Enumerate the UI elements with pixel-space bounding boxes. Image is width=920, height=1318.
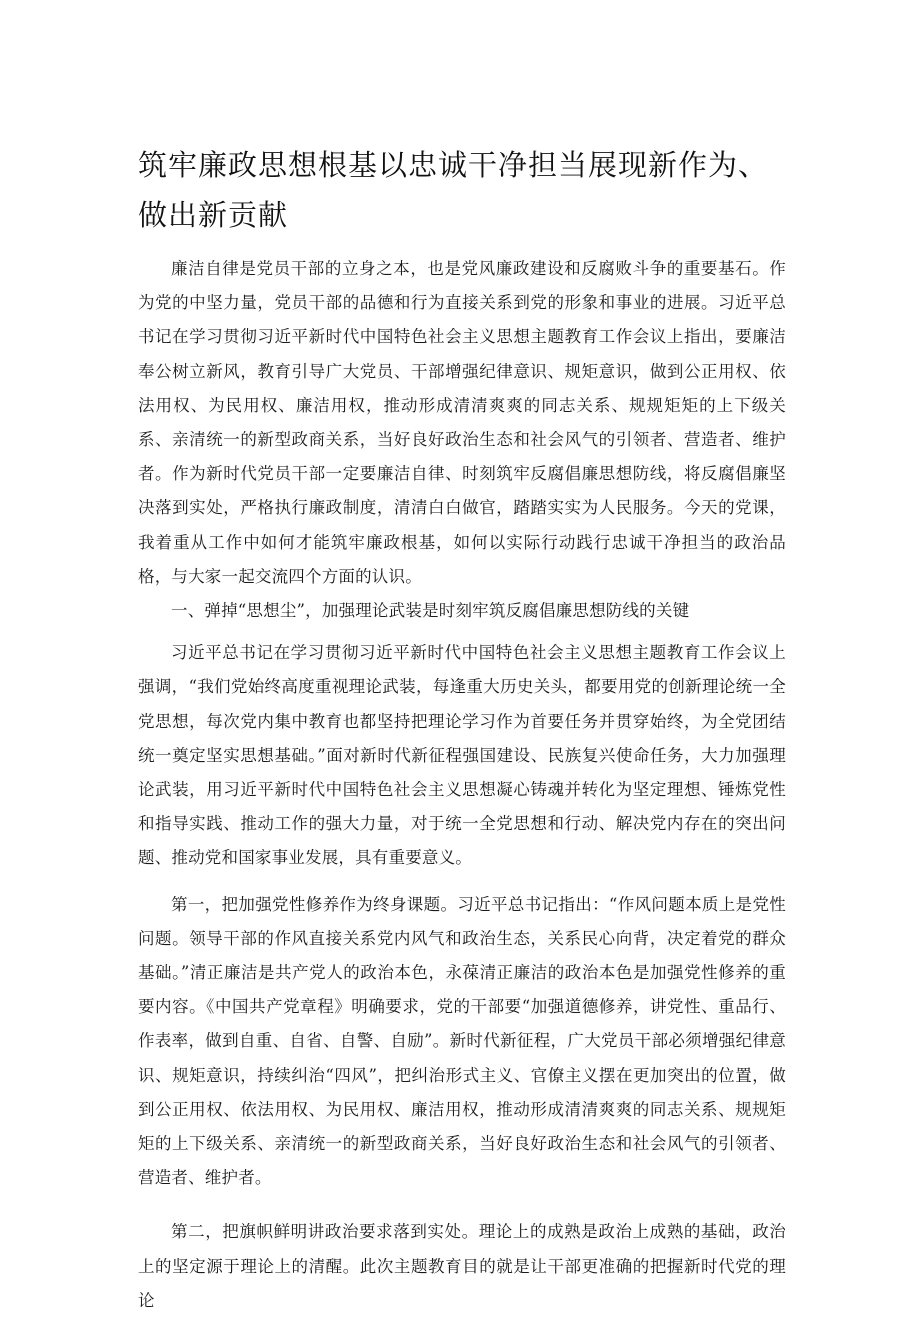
section-1-paragraph: 习近平总书记在学习贯彻习近平新时代中国特色社会主义思想主题教育工作会议上强调，“我们党始终高度重视理论武装，每逢重大历史关头，都要用党的创新理论统一全党思想，每次党内集中教育也都坚持把理论学习作为首要任务并贯穿始终，为全党团结统一奠定坚实思想基础。”面对新时代新征程强国建设、民族复兴使命任务，大力加强理论武装，用习近平新时代中国特色社会主义思想凝心铸魂并转化为坚定理想、锤炼党性和指导实践、推动工作的强大力量，对于统一全党思想和行动、解决党内存在的突出问题、推动党和国家事业发展，具有重要意义。	[138, 643, 786, 868]
document-title: 筑牢廉政思想根基以忠诚干净担当展现新作为、做出新贡献	[138, 148, 769, 232]
document-body	[138, 252, 786, 1318]
section-heading-1: 一、弹掉“思想尘”，加强理论武装是时刻牢筑反腐倡廉思想防线的关键	[171, 601, 690, 621]
intro-paragraph: 廉洁自律是党员干部的立身之本，也是党风廉政建设和反腐败斗争的重要基石。作为党的中坚力量，党员干部的品德和行为直接关系到党的形象和事业的进展。习近平总书记在学习贯彻习近平新时代中国特色社会主义思想主题教育工作会议上指出，要廉洁奉公树立新风，教育引导广大党员、干部增强纪律意识、规矩意识，做到公正用权、依法用权、为民用权、廉洁用权，推动形成清清爽爽的同志关系、规规矩矩的上下级关系、亲清统一的新型政商关系，当好良好政治生态和社会风气的引领者、营造者、维护者。作为新时代党员干部一定要廉洁自律、时刻筑牢反腐倡廉思想防线，将反腐倡廉坚决落到实处，严格执行廉政制度，清清白白做官，踏踏实实为人民服务。今天的党课，我着重从工作中如何才能筑牢廉政根基，如何以实际行动践行忠诚干净担当的政治品格，与大家一起交流四个方面的认识。	[138, 259, 786, 586]
point-1-paragraph: 第一，把加强党性修养作为终身课题。习近平总书记指出：“作风问题本质上是党性问题。领导干部的作风直接关系党内风气和政治生态，关系民心向背，决定着党的群众基础。”清正廉洁是共产党人的政治本色，永葆清正廉洁的政治本色是加强党性修养的重要内容。《中国共产党章程》明确要求，党的干部要“加强道德修养，讲党性、重品行、作表率，做到自重、自省、自警、自励”。新时代新征程，广大党员干部必须增强纪律意识、规矩意识，持续纠治“四风”，把纠治形式主义、官僚主义摆在更加突出的位置，做到公正用权、依法用权、为民用权、廉洁用权，推动形成清清爽爽的同志关系、规规矩矩的上下级关系、亲清统一的新型政商关系，当好良好政治生态和社会风气的引领者、营造者、维护者。	[138, 894, 786, 1188]
point-2-paragraph: 第二，把旗帜鲜明讲政治要求落到实处。理论上的成熟是政治上成熟的基础，政治上的坚定源于理论上的清醒。此次主题教育目的就是让干部更准确的把握新时代党的理论	[138, 1222, 786, 1310]
